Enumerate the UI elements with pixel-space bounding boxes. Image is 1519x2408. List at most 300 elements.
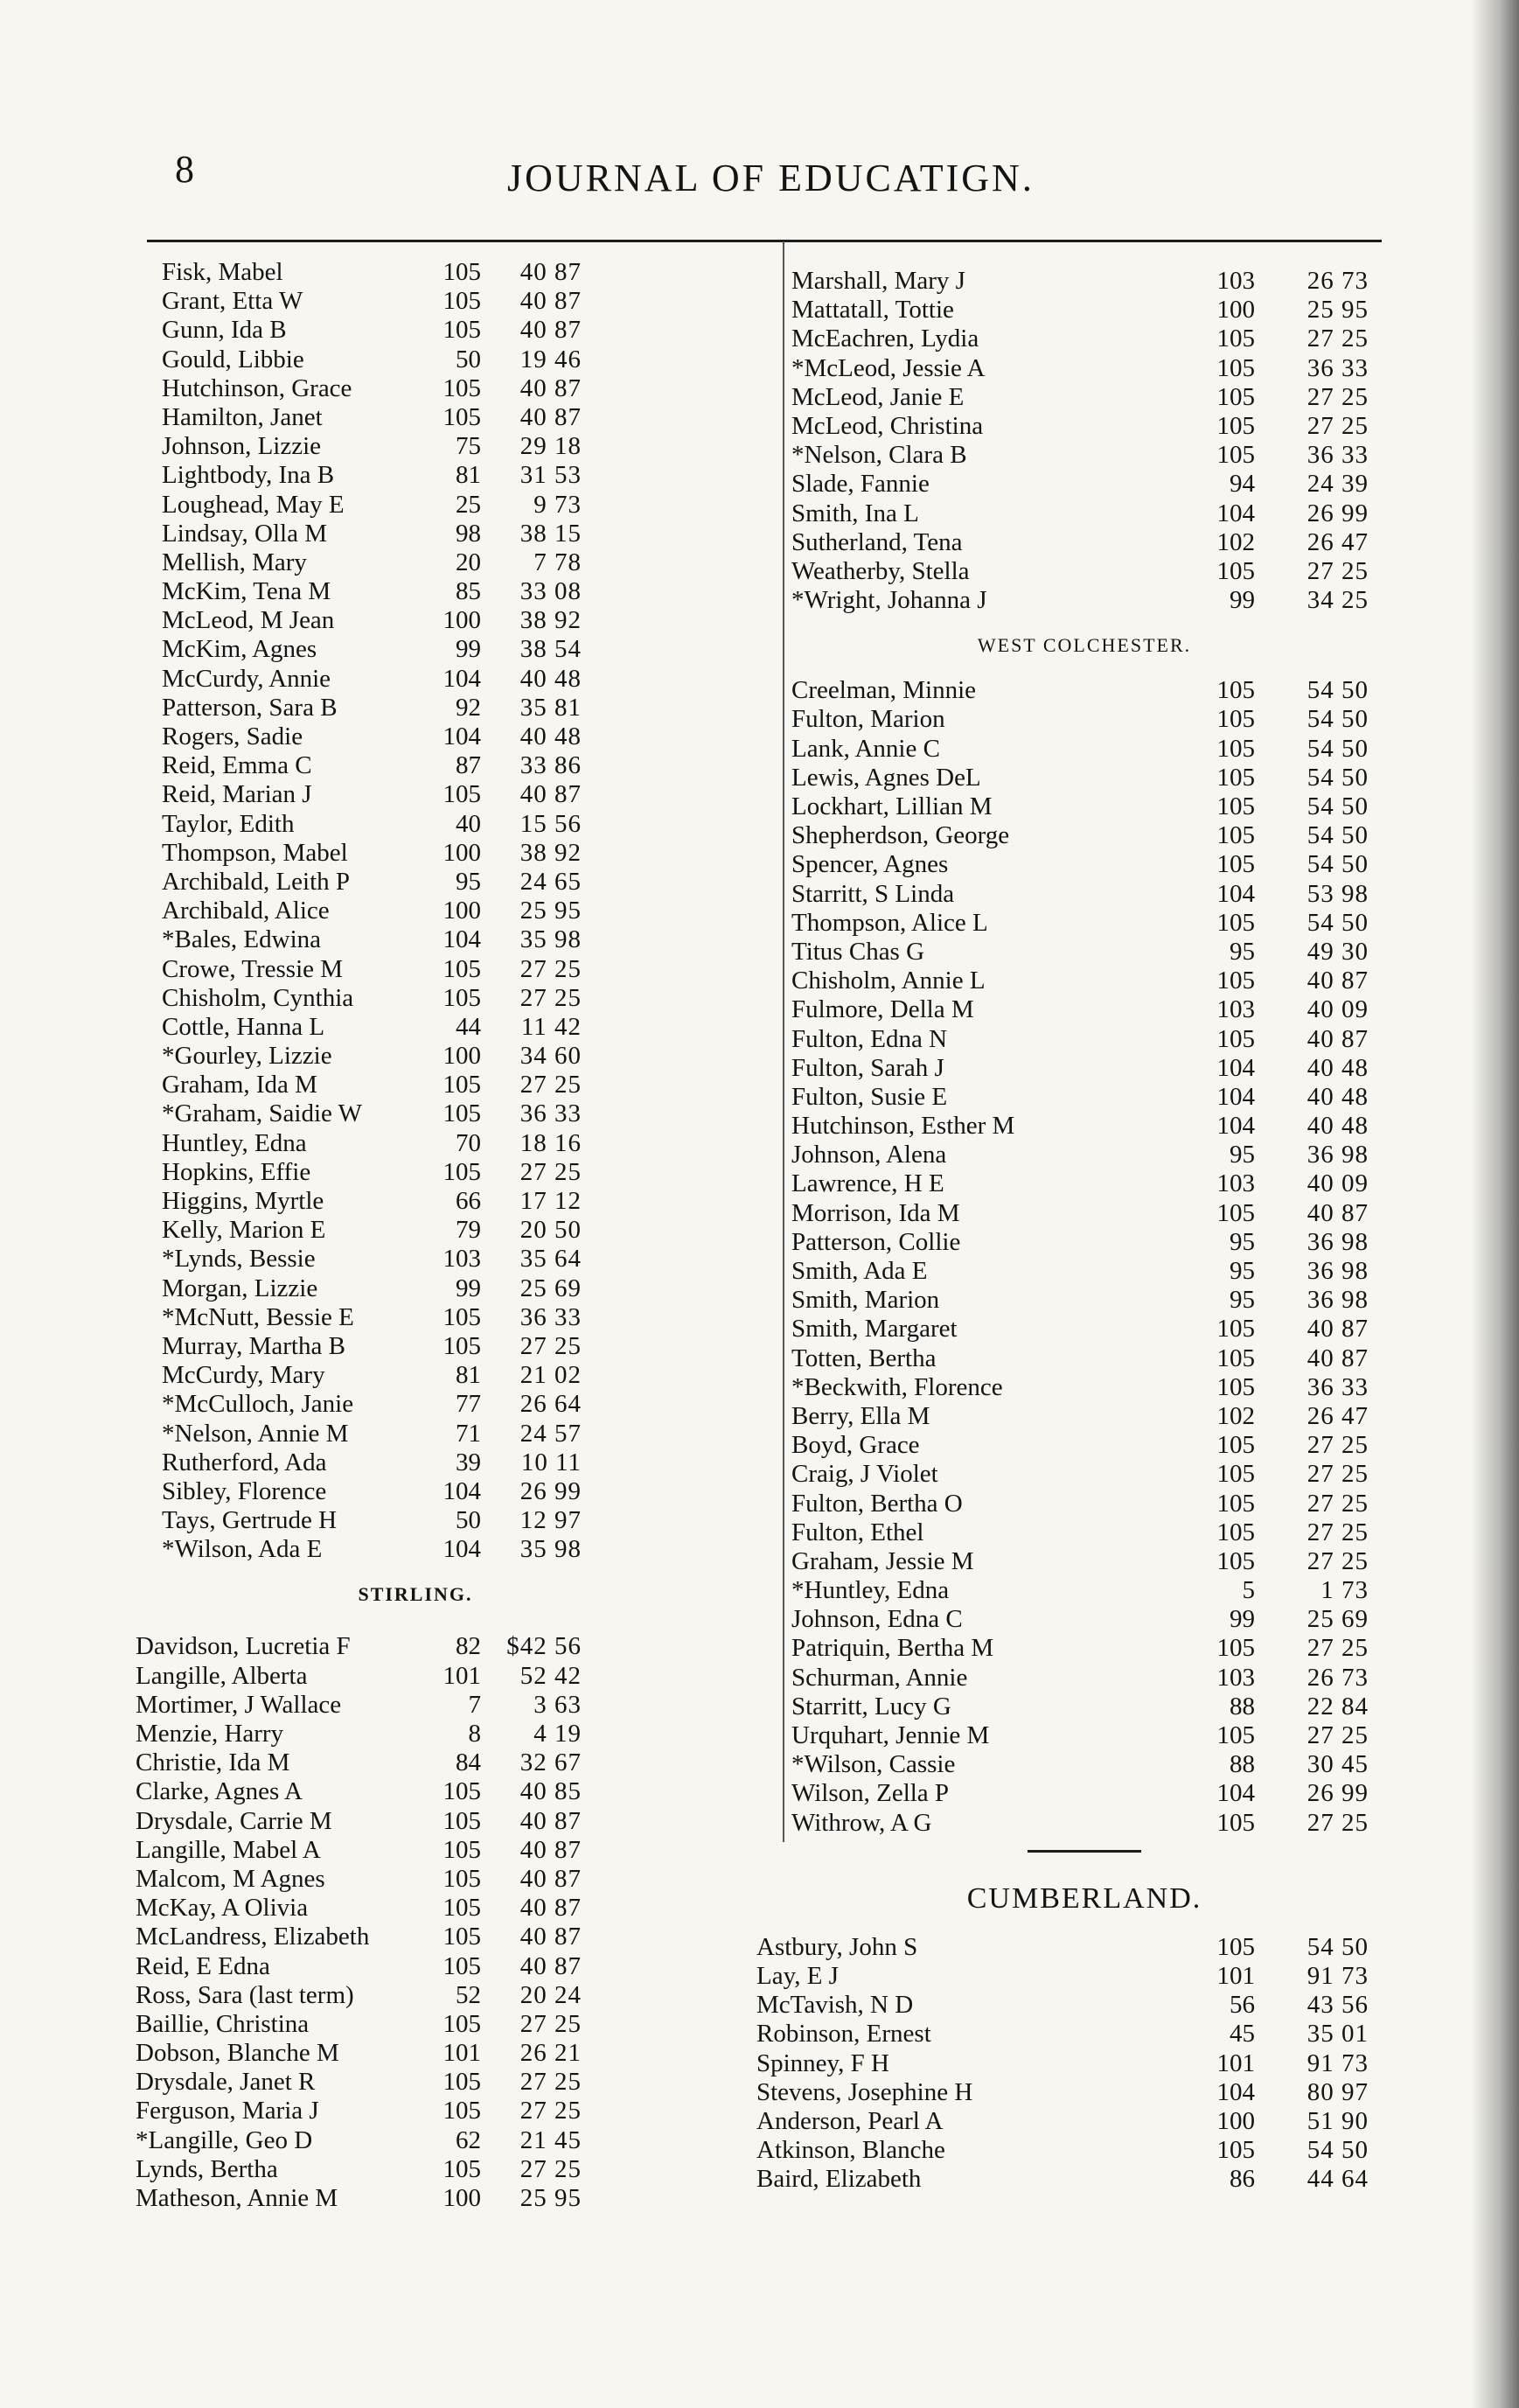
list-item	[791, 821, 1377, 850]
list-item	[162, 1274, 774, 1303]
grant-amount: $42 56	[506, 1632, 582, 1661]
list-item	[162, 839, 774, 868]
grant-amount: 40 87	[1306, 1344, 1369, 1372]
list-item	[791, 1286, 1377, 1315]
days-taught: 103	[1216, 1169, 1255, 1198]
days-taught: 105	[442, 1923, 481, 1951]
days-taught: 105	[442, 316, 481, 345]
days-taught: 105	[1216, 1546, 1255, 1575]
list-item	[162, 722, 774, 751]
list-item	[162, 374, 774, 403]
days-taught: 105	[1216, 705, 1255, 734]
list-item	[791, 1490, 1377, 1518]
right-column	[756, 267, 1377, 2194]
days-taught: 45	[1230, 2020, 1255, 2049]
days-taught: 44	[456, 1012, 481, 1041]
grant-amount: 34 60	[519, 1042, 582, 1071]
list-item	[791, 1518, 1377, 1547]
days-taught: 103	[1216, 267, 1255, 295]
teacher-name: Starritt, Lucy G	[791, 1692, 951, 1720]
days-taught: 101	[442, 2039, 481, 2068]
section-heading-west-colchester: WEST COLCHESTER.	[977, 634, 1192, 657]
teacher-name: Rutherford, Ada	[162, 1448, 327, 1476]
grant-amount: 35 98	[519, 1535, 582, 1564]
teacher-name: McKim, Tena M	[162, 577, 331, 606]
days-taught: 100	[1216, 296, 1255, 325]
teacher-name: Morrison, Ida M	[791, 1198, 960, 1227]
days-taught: 105	[1216, 1932, 1255, 1961]
list-item	[791, 938, 1377, 967]
grant-amount: 54 50	[1306, 908, 1369, 937]
days-taught: 50	[456, 345, 481, 373]
grant-amount: 24 39	[1306, 470, 1369, 499]
grant-amount: 40 87	[519, 1864, 582, 1893]
teacher-name: Gould, Libbie	[162, 345, 304, 373]
grant-amount: 40 87	[519, 287, 582, 316]
days-taught: 105	[442, 1777, 481, 1806]
list-item	[791, 1431, 1377, 1460]
list-item	[162, 461, 774, 490]
grant-amount: 40 09	[1306, 995, 1369, 1024]
teacher-name: Starritt, S Linda	[791, 879, 955, 908]
grant-amount: 54 50	[1306, 2136, 1369, 2165]
grant-amount: 27 25	[1306, 1431, 1369, 1460]
days-taught: 52	[456, 1980, 481, 2009]
teacher-name: McCurdy, Mary	[162, 1361, 325, 1390]
list-item	[791, 1664, 1377, 1693]
list-item	[136, 1691, 774, 1720]
days-taught: 105	[442, 287, 481, 316]
teacher-name: *Wilson, Ada E	[162, 1535, 323, 1564]
teacher-name: Clarke, Agnes A	[136, 1777, 303, 1806]
days-taught: 105	[442, 2097, 481, 2125]
teacher-name: Weatherby, Stella	[791, 556, 970, 585]
list-item	[136, 1807, 774, 1836]
grant-amount: 27 25	[1306, 1721, 1369, 1749]
grant-amount: 9 73	[533, 490, 582, 519]
days-taught: 99	[456, 635, 481, 664]
teacher-name: Lockhart, Lillian M	[791, 792, 993, 820]
teacher-name: Matheson, Annie M	[136, 2184, 338, 2212]
days-taught: 39	[456, 1448, 481, 1476]
grant-amount: 36 98	[1306, 1257, 1369, 1285]
grant-amount: 38 15	[519, 519, 582, 548]
days-taught: 105	[442, 402, 481, 431]
days-taught: 100	[442, 2184, 481, 2212]
days-taught: 95	[1230, 1257, 1255, 1285]
days-taught: 100	[1216, 2106, 1255, 2135]
right-list-cumberland	[756, 1933, 1377, 2195]
grant-amount: 40 85	[519, 1777, 582, 1806]
days-taught: 56	[1230, 1991, 1255, 2020]
days-taught: 105	[1216, 1634, 1255, 1663]
right-list-west-colchester	[791, 676, 1377, 1838]
days-taught: 104	[1216, 879, 1255, 908]
list-item	[756, 2165, 1377, 2194]
teacher-name: Spencer, Agnes	[791, 850, 949, 879]
list-item	[136, 1632, 774, 1661]
grant-amount: 36 33	[1306, 441, 1369, 470]
teacher-name: Fisk, Mabel	[162, 258, 283, 286]
days-taught: 88	[1230, 1750, 1255, 1779]
list-item	[136, 2010, 774, 2039]
list-item	[162, 1129, 774, 1158]
grant-amount: 38 54	[519, 635, 582, 664]
teacher-name: Murray, Martha B	[162, 1331, 345, 1360]
days-taught: 105	[1216, 850, 1255, 879]
days-taught: 100	[442, 838, 481, 867]
left-list-stirling	[136, 1632, 774, 2213]
teacher-name: Thompson, Mabel	[162, 838, 348, 867]
days-taught: 105	[1216, 1460, 1255, 1489]
teacher-name: *Wright, Johanna J	[791, 586, 987, 615]
grant-amount: 44 64	[1306, 2165, 1369, 2194]
list-item	[791, 967, 1377, 995]
grant-amount: 36 33	[1306, 1372, 1369, 1401]
teacher-name: Fulton, Ethel	[791, 1518, 924, 1546]
teacher-name: Baillie, Christina	[136, 2009, 310, 2038]
teacher-name: Lank, Annie C	[791, 734, 940, 763]
grant-amount: 40 87	[519, 316, 582, 345]
days-taught: 95	[456, 867, 481, 896]
teacher-name: Totten, Bertha	[791, 1344, 937, 1372]
days-taught: 104	[1216, 2077, 1255, 2106]
teacher-name: Loughead, May E	[162, 490, 345, 519]
list-item	[791, 1809, 1377, 1838]
list-item	[162, 606, 774, 635]
list-item	[791, 1257, 1377, 1286]
list-item	[136, 1777, 774, 1806]
days-taught: 7	[468, 1690, 481, 1719]
list-item	[791, 267, 1377, 296]
list-item	[756, 2078, 1377, 2107]
grant-amount: 40 48	[519, 722, 582, 750]
teacher-name: *Bales, Edwina	[162, 925, 322, 954]
list-item	[162, 635, 774, 664]
teacher-name: Taylor, Edith	[162, 809, 295, 838]
list-item	[136, 2184, 774, 2213]
list-item	[136, 2126, 774, 2155]
left-column	[136, 258, 774, 2213]
teacher-name: Rogers, Sadie	[162, 722, 303, 750]
grant-amount: 10 11	[520, 1448, 582, 1476]
section-heading-stirling: STIRLING.	[358, 1583, 473, 1606]
list-item	[791, 705, 1377, 734]
teacher-name: Johnson, Lizzie	[162, 432, 322, 461]
days-taught: 105	[1216, 441, 1255, 470]
grant-amount: 3 63	[533, 1690, 582, 1719]
grant-amount: 25 95	[519, 897, 582, 925]
grant-amount: 40 87	[1306, 967, 1369, 995]
days-taught: 70	[456, 1128, 481, 1157]
list-item	[791, 528, 1377, 557]
grant-amount: 26 64	[519, 1390, 582, 1419]
teacher-name: McKim, Agnes	[162, 635, 317, 664]
days-taught: 105	[442, 373, 481, 402]
grant-amount: 22 84	[1306, 1692, 1369, 1720]
left-list-top	[162, 258, 774, 1564]
teacher-name: Slade, Fannie	[791, 470, 930, 499]
grant-amount: 35 01	[1306, 2020, 1369, 2049]
teacher-name: McTavish, N D	[756, 1991, 914, 2020]
teacher-name: Chisholm, Cynthia	[162, 983, 354, 1012]
grant-amount: 4 19	[533, 1720, 582, 1748]
days-taught: 50	[456, 1506, 481, 1535]
list-item	[791, 499, 1377, 528]
teacher-name: McCurdy, Annie	[162, 664, 331, 693]
grant-amount: 33 08	[519, 577, 582, 606]
days-taught: 104	[1216, 1112, 1255, 1141]
list-item	[791, 735, 1377, 764]
teacher-name: *Nelson, Annie M	[162, 1419, 349, 1448]
teacher-name: Spinney, F H	[756, 2049, 889, 2077]
list-item	[162, 694, 774, 722]
days-taught: 102	[1216, 1401, 1255, 1430]
teacher-name: Hutchinson, Esther M	[791, 1112, 1015, 1141]
list-item	[162, 868, 774, 897]
list-item	[791, 1169, 1377, 1198]
days-taught: 82	[456, 1632, 481, 1661]
grant-amount: 12 97	[519, 1506, 582, 1535]
list-item	[162, 1071, 774, 1099]
grant-amount: 40 87	[519, 1894, 582, 1923]
teacher-name: Berry, Ella M	[791, 1401, 930, 1430]
list-item	[756, 2049, 1377, 2078]
list-item	[162, 1420, 774, 1448]
list-item	[791, 354, 1377, 383]
grant-amount: 40 48	[519, 664, 582, 693]
teacher-name: Shepherdson, George	[791, 821, 1010, 850]
grant-amount: 91 73	[1306, 2049, 1369, 2077]
days-taught: 88	[1230, 1692, 1255, 1720]
days-taught: 105	[442, 1864, 481, 1893]
days-taught: 101	[1216, 1961, 1255, 1990]
grant-amount: 53 98	[1306, 879, 1369, 908]
list-item	[162, 345, 774, 374]
list-item	[162, 1013, 774, 1042]
days-taught: 104	[442, 1535, 481, 1564]
section-separator-rule	[1028, 1850, 1141, 1853]
grant-amount: 36 33	[519, 1302, 582, 1331]
teacher-name: Graham, Jessie M	[791, 1546, 974, 1575]
list-item	[756, 2136, 1377, 2165]
days-taught: 104	[1216, 499, 1255, 527]
grant-amount: 25 95	[519, 2184, 582, 2212]
teacher-name: Sibley, Florence	[162, 1476, 327, 1505]
list-item	[162, 925, 774, 954]
list-item	[136, 1923, 774, 1951]
teacher-name: Dobson, Blanche M	[136, 2039, 339, 2068]
list-item	[791, 470, 1377, 499]
days-taught: 105	[442, 983, 481, 1012]
teacher-name: Langille, Mabel A	[136, 1835, 321, 1864]
grant-amount: 27 25	[1306, 556, 1369, 585]
grant-amount: 1 73	[1320, 1576, 1369, 1605]
grant-amount: 17 12	[519, 1187, 582, 1215]
days-taught: 104	[442, 1476, 481, 1505]
grant-amount: 51 90	[1306, 2106, 1369, 2135]
teacher-name: Baird, Elizabeth	[756, 2165, 922, 2194]
list-item	[791, 383, 1377, 412]
list-item	[162, 403, 774, 432]
list-item	[162, 1042, 774, 1071]
grant-amount: 27 25	[519, 1331, 582, 1360]
grant-amount: 40 87	[519, 1951, 582, 1980]
teacher-name: *McLeod, Jessie A	[791, 353, 986, 382]
days-taught: 75	[456, 432, 481, 461]
list-item	[791, 1605, 1377, 1634]
grant-amount: 36 33	[1306, 353, 1369, 382]
grant-amount: 27 25	[519, 2097, 582, 2125]
days-taught: 105	[1216, 1344, 1255, 1372]
teacher-name: Boyd, Grace	[791, 1431, 920, 1460]
list-item	[162, 665, 774, 694]
list-item	[136, 1748, 774, 1777]
grant-amount: 40 87	[519, 258, 582, 286]
days-taught: 84	[456, 1748, 481, 1777]
days-taught: 8	[468, 1720, 481, 1748]
days-taught: 95	[1230, 1141, 1255, 1169]
days-taught: 105	[1216, 556, 1255, 585]
grant-amount: 34 25	[1306, 586, 1369, 615]
teacher-name: Langille, Alberta	[136, 1661, 308, 1690]
grant-amount: 26 99	[519, 1476, 582, 1505]
teacher-name: Archibald, Leith P	[162, 867, 351, 896]
teacher-name: Davidson, Lucretia F	[136, 1632, 351, 1661]
list-item	[162, 751, 774, 780]
list-item	[162, 810, 774, 839]
grant-amount: 20 24	[519, 1980, 582, 2009]
teacher-name: Hopkins, Effie	[162, 1157, 311, 1186]
teacher-name: Graham, Ida M	[162, 1071, 317, 1099]
teacher-name: Smith, Ada E	[791, 1257, 928, 1285]
list-item	[162, 491, 774, 520]
page-edge-shadow	[1471, 0, 1519, 2408]
list-item	[791, 1228, 1377, 1257]
list-item	[162, 780, 774, 809]
list-item	[791, 1576, 1377, 1605]
days-taught: 105	[1216, 821, 1255, 850]
days-taught: 104	[1216, 1053, 1255, 1082]
grant-amount: 27 25	[519, 1071, 582, 1099]
grant-amount: 40 87	[519, 373, 582, 402]
list-item	[791, 1547, 1377, 1576]
list-item	[162, 1099, 774, 1128]
list-item	[136, 1836, 774, 1865]
days-taught: 101	[442, 1661, 481, 1690]
grant-amount: 40 87	[519, 402, 582, 431]
grant-amount: 35 98	[519, 925, 582, 954]
days-taught: 77	[456, 1390, 481, 1419]
teacher-name: Drysdale, Janet R	[136, 2068, 316, 2097]
grant-amount: 49 30	[1306, 937, 1369, 966]
teacher-name: Malcom, M Agnes	[136, 1864, 325, 1893]
days-taught: 92	[456, 693, 481, 722]
grant-amount: 26 47	[1306, 527, 1369, 556]
teacher-name: Huntley, Edna	[162, 1128, 307, 1157]
teacher-name: Chisholm, Annie L	[791, 967, 986, 995]
days-taught: 105	[1216, 353, 1255, 382]
teacher-name: Crowe, Tressie M	[162, 954, 344, 983]
list-item	[791, 1141, 1377, 1169]
grant-amount: 27 25	[1306, 1546, 1369, 1575]
teacher-name: *Graham, Saidie W	[162, 1099, 362, 1128]
teacher-name: Grant, Etta W	[162, 287, 303, 316]
list-item	[162, 1506, 774, 1535]
days-taught: 100	[442, 606, 481, 635]
list-item	[136, 1662, 774, 1691]
teacher-name: Fulton, Susie E	[791, 1082, 948, 1111]
grant-amount: 54 50	[1306, 734, 1369, 763]
days-taught: 105	[1216, 1489, 1255, 1518]
teacher-name: Mortimer, J Wallace	[136, 1690, 342, 1719]
list-item	[791, 1315, 1377, 1344]
grant-amount: 19 46	[519, 345, 582, 373]
days-taught: 105	[442, 954, 481, 983]
list-item	[791, 586, 1377, 615]
days-taught: 62	[456, 2125, 481, 2154]
teacher-name: Lynds, Bertha	[136, 2154, 278, 2183]
grant-amount: 32 67	[519, 1748, 582, 1777]
column-divider	[783, 241, 784, 1842]
grant-amount: 36 98	[1306, 1286, 1369, 1315]
teacher-name: Creelman, Minnie	[791, 676, 977, 705]
days-taught: 105	[1216, 2136, 1255, 2165]
list-item	[791, 880, 1377, 909]
grant-amount: 29 18	[519, 432, 582, 461]
days-taught: 99	[1230, 1605, 1255, 1634]
days-taught: 104	[442, 925, 481, 954]
days-taught: 99	[1230, 586, 1255, 615]
grant-amount: 33 86	[519, 751, 582, 780]
list-item	[136, 2155, 774, 2184]
teacher-name: Cottle, Hanna L	[162, 1012, 325, 1041]
grant-amount: 26 73	[1306, 1663, 1369, 1692]
grant-amount: 26 21	[519, 2039, 582, 2068]
days-taught: 105	[1216, 967, 1255, 995]
days-taught: 105	[442, 2154, 481, 2183]
days-taught: 105	[442, 258, 481, 286]
days-taught: 105	[442, 1951, 481, 1980]
days-taught: 86	[1230, 2165, 1255, 2194]
teacher-name: Lightbody, Ina B	[162, 461, 335, 490]
teacher-name: Reid, Marian J	[162, 780, 312, 809]
list-item	[136, 2097, 774, 2125]
grant-amount: 25 69	[519, 1274, 582, 1302]
list-item	[162, 1390, 774, 1419]
days-taught: 99	[456, 1274, 481, 1302]
grant-amount: 54 50	[1306, 763, 1369, 792]
teacher-name: Fulton, Bertha O	[791, 1489, 963, 1518]
days-taught: 105	[1216, 382, 1255, 411]
grant-amount: 40 87	[1306, 1315, 1369, 1344]
list-item	[791, 764, 1377, 792]
header-rule	[147, 240, 1382, 242]
days-taught: 105	[442, 780, 481, 809]
days-taught: 104	[1216, 1779, 1255, 1808]
teacher-name: Atkinson, Blanche	[756, 2136, 945, 2165]
grant-amount: 31 53	[519, 461, 582, 490]
list-item	[136, 1865, 774, 1894]
teacher-name: Withrow, A G	[791, 1808, 932, 1837]
grant-amount: 54 50	[1306, 705, 1369, 734]
days-taught: 105	[1216, 792, 1255, 820]
days-taught: 98	[456, 519, 481, 548]
grant-amount: 26 99	[1306, 1779, 1369, 1808]
list-item	[756, 2020, 1377, 2049]
teacher-name: Menzie, Harry	[136, 1720, 284, 1748]
list-item	[791, 1634, 1377, 1663]
